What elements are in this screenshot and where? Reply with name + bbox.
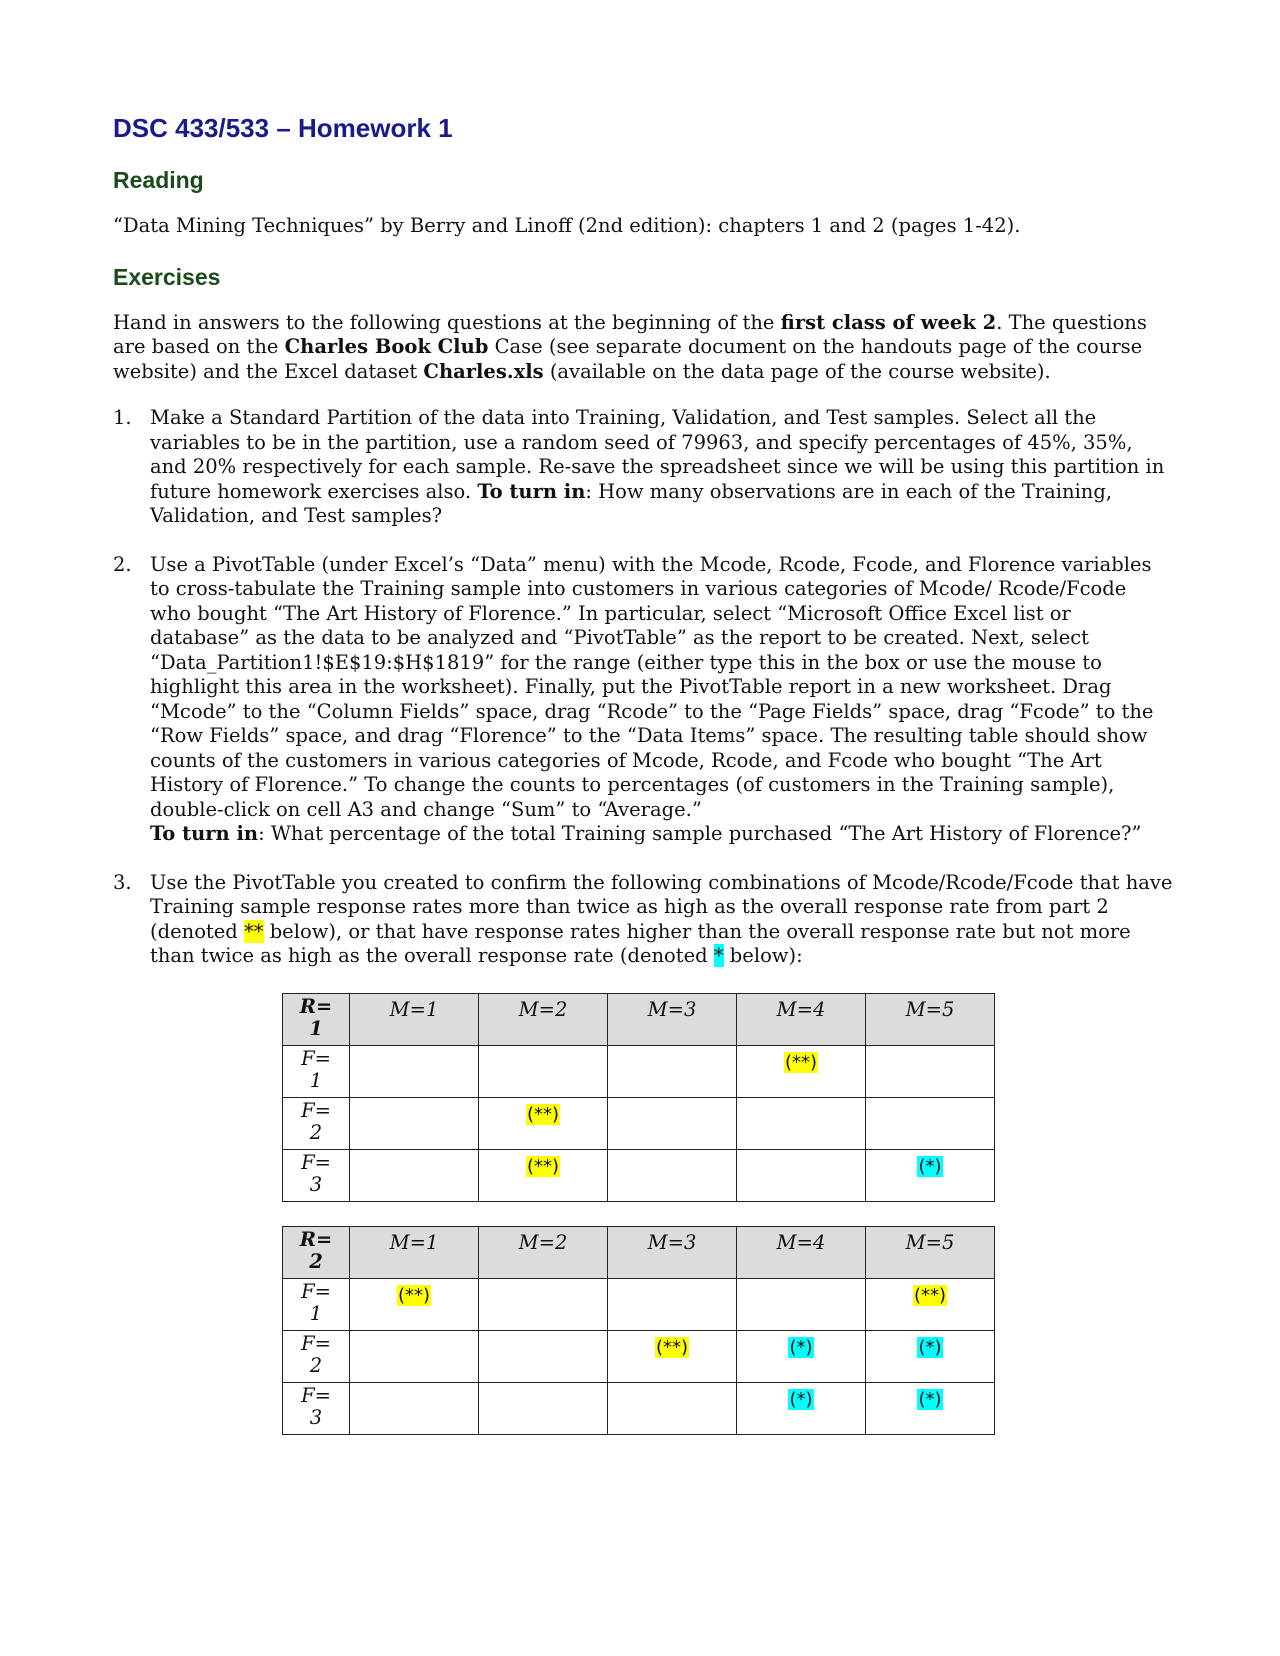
column-header: M=4 xyxy=(737,993,866,1045)
table-row xyxy=(283,1097,995,1149)
exercise-number: 1. xyxy=(113,406,132,429)
column-header: M=2 xyxy=(479,1226,608,1278)
column-header: M=3 xyxy=(608,993,737,1045)
double-star-marker: (**) xyxy=(526,1155,560,1177)
table-header-row xyxy=(283,1226,995,1278)
intro-bold-week: first class of week 2 xyxy=(780,310,997,334)
exercises-intro: Hand in answers to the following questions at the beginning of the first class of week 2. The questions are based on the Charles Book Club Case (see separate document on the handouts page of the course website) and the Excel dataset Charles.xls (available on the data page of the course website). xyxy=(113,310,1147,383)
exercise-number: 2. xyxy=(113,552,132,576)
row-label: F= 3 xyxy=(283,1149,350,1201)
single-star-marker: (*) xyxy=(789,1336,813,1358)
table-cell xyxy=(866,1382,995,1434)
single-star-marker: (*) xyxy=(918,1388,942,1410)
table-cell xyxy=(479,1149,608,1201)
column-header: M=5 xyxy=(866,1226,995,1278)
table-row xyxy=(283,1149,995,1201)
column-header: M=1 xyxy=(350,1226,479,1278)
column-header: M=2 xyxy=(479,993,608,1045)
double-star-marker: (**) xyxy=(526,1103,560,1125)
table-cell xyxy=(479,1278,608,1330)
double-star-marker: (**) xyxy=(784,1051,818,1073)
row-label: F= 1 xyxy=(283,1278,350,1330)
intro-bold-case: Charles Book Club xyxy=(284,335,489,358)
table-cell xyxy=(866,1149,995,1201)
table-cell xyxy=(350,1330,479,1382)
table-cell xyxy=(866,1045,995,1097)
table-cell xyxy=(479,1330,608,1382)
reading-text: “Data Mining Techniques” by Berry and Linoff (2nd edition): chapters 1 and 2 (pages 1-42). xyxy=(113,214,1021,237)
table-cell xyxy=(608,1045,737,1097)
table-cell xyxy=(479,1045,608,1097)
table-corner-label: R= 2 xyxy=(283,1226,350,1278)
table-cell xyxy=(350,1097,479,1149)
column-header: M=1 xyxy=(350,993,479,1045)
table-cell xyxy=(737,1149,866,1201)
exercise-list xyxy=(113,406,1173,969)
table-cell xyxy=(737,1278,866,1330)
turn-in-label: To turn in xyxy=(150,822,259,845)
exercise-item-1: 1. Make a Standard Partition of the data into Training, Validation, and Test samples. Select all the variables to be in the partition, use a random seed of 79963, and specify percentages of 45%, 35%, and 20% respectively for each sample. Re-save the spreadsheet since we will be using this partition in future homework exercises also. To turn in: How many observations are in each of the Training, Validation, and Test samples? xyxy=(113,406,1165,527)
table-cell xyxy=(737,1097,866,1149)
table-cell xyxy=(608,1149,737,1201)
table-row xyxy=(283,1382,995,1434)
table-row xyxy=(283,1278,995,1330)
exercise-number: 3. xyxy=(113,870,132,894)
single-star-marker: (*) xyxy=(918,1336,942,1358)
turn-in-line: To turn in: What percentage of the total Training sample purchased “The Art History of Florence?” xyxy=(150,822,1142,845)
table-cell xyxy=(350,1278,479,1330)
exercise-item-3: 3. Use the PivotTable you created to confirm the following combinations of Mcode/Rcode/Fcode that have Training sample response rates more than twice as high as the overall response rate from part 2 (denoted ** below), or that have response rates higher than the overall response rate but not more than twice as high as the overall response rate (denoted * below): xyxy=(113,870,1173,967)
table-corner-label: R= 1 xyxy=(283,993,350,1045)
double-star-marker: (**) xyxy=(913,1284,947,1306)
table-cell xyxy=(479,1097,608,1149)
single-star-marker: (*) xyxy=(918,1155,942,1177)
exercise-item-2: 2. Use a PivotTable (under Excel’s “Data” menu) with the Mcode, Rcode, Fcode, and Florence variables to cross-tabulate the Training sample into customers in various categories of Mcode/ Rcode/Fcode who bought “The Art History of Florence.” In particular, select “Microsoft Office Excel list or database” as the data to be analyzed and “PivotTable” as the report to be created. Next, select “Data_Partition1!$E$19:$H$1819” for the range (either type this in the box or use the mouse to highlight this area in the worksheet). Finally, put the PivotTable report in a new worksheet. Drag “Mcode” to the “Column Fields” space, drag “Rcode” to the “Page Fields” space, drag “Fcode” to the “Row Fields” space, and drag “Florence” to the “Data Items” space. The resulting table should show counts of the customers in various categories of Mcode, Rcode, and Fcode who bought “The Art History of Florence.” To change the counts to percentages (of customers in the Training sample), double-click on cell A3 and change “Sum” to “Average.” To turn in: What percentage of the total Training sample purchased “The Art History of Florence?” xyxy=(113,553,1173,847)
table-cell xyxy=(866,1330,995,1382)
row-label: F= 1 xyxy=(283,1045,350,1097)
table-row xyxy=(283,1330,995,1382)
table-cell xyxy=(608,1330,737,1382)
table-cell xyxy=(350,1045,479,1097)
table-cell xyxy=(350,1149,479,1201)
table-cell xyxy=(608,1097,737,1149)
double-star-marker: ** xyxy=(244,919,264,943)
double-star-marker: (**) xyxy=(397,1284,431,1306)
single-star-marker: * xyxy=(713,944,724,967)
table-cell xyxy=(866,1097,995,1149)
page-title: DSC 433/533 – Homework 1 xyxy=(113,113,453,143)
table-cell xyxy=(350,1382,479,1434)
row-label: F= 3 xyxy=(283,1382,350,1434)
table-row xyxy=(283,1045,995,1097)
table-cell xyxy=(737,1382,866,1434)
document-page xyxy=(113,112,1173,1435)
reading-heading: Reading xyxy=(113,167,204,193)
column-header: M=4 xyxy=(737,1226,866,1278)
intro-bold-file: Charles.xls xyxy=(423,359,544,383)
column-header: M=3 xyxy=(608,1226,737,1278)
table-cell xyxy=(737,1330,866,1382)
rate-table-r2 xyxy=(282,1226,995,1435)
column-header: M=5 xyxy=(866,993,995,1045)
exercises-heading: Exercises xyxy=(113,263,221,290)
table-cell xyxy=(608,1382,737,1434)
double-star-marker: (**) xyxy=(655,1336,689,1358)
response-rate-tables xyxy=(113,993,1173,1435)
table-cell xyxy=(737,1045,866,1097)
table-header-row xyxy=(283,993,995,1045)
row-label: F= 2 xyxy=(283,1330,350,1382)
table-cell xyxy=(866,1278,995,1330)
turn-in-label: To turn in xyxy=(477,479,586,503)
table-cell xyxy=(479,1382,608,1434)
single-star-marker: (*) xyxy=(789,1388,813,1410)
row-label: F= 2 xyxy=(283,1097,350,1149)
table-cell xyxy=(608,1278,737,1330)
rate-table-r1 xyxy=(282,993,995,1202)
